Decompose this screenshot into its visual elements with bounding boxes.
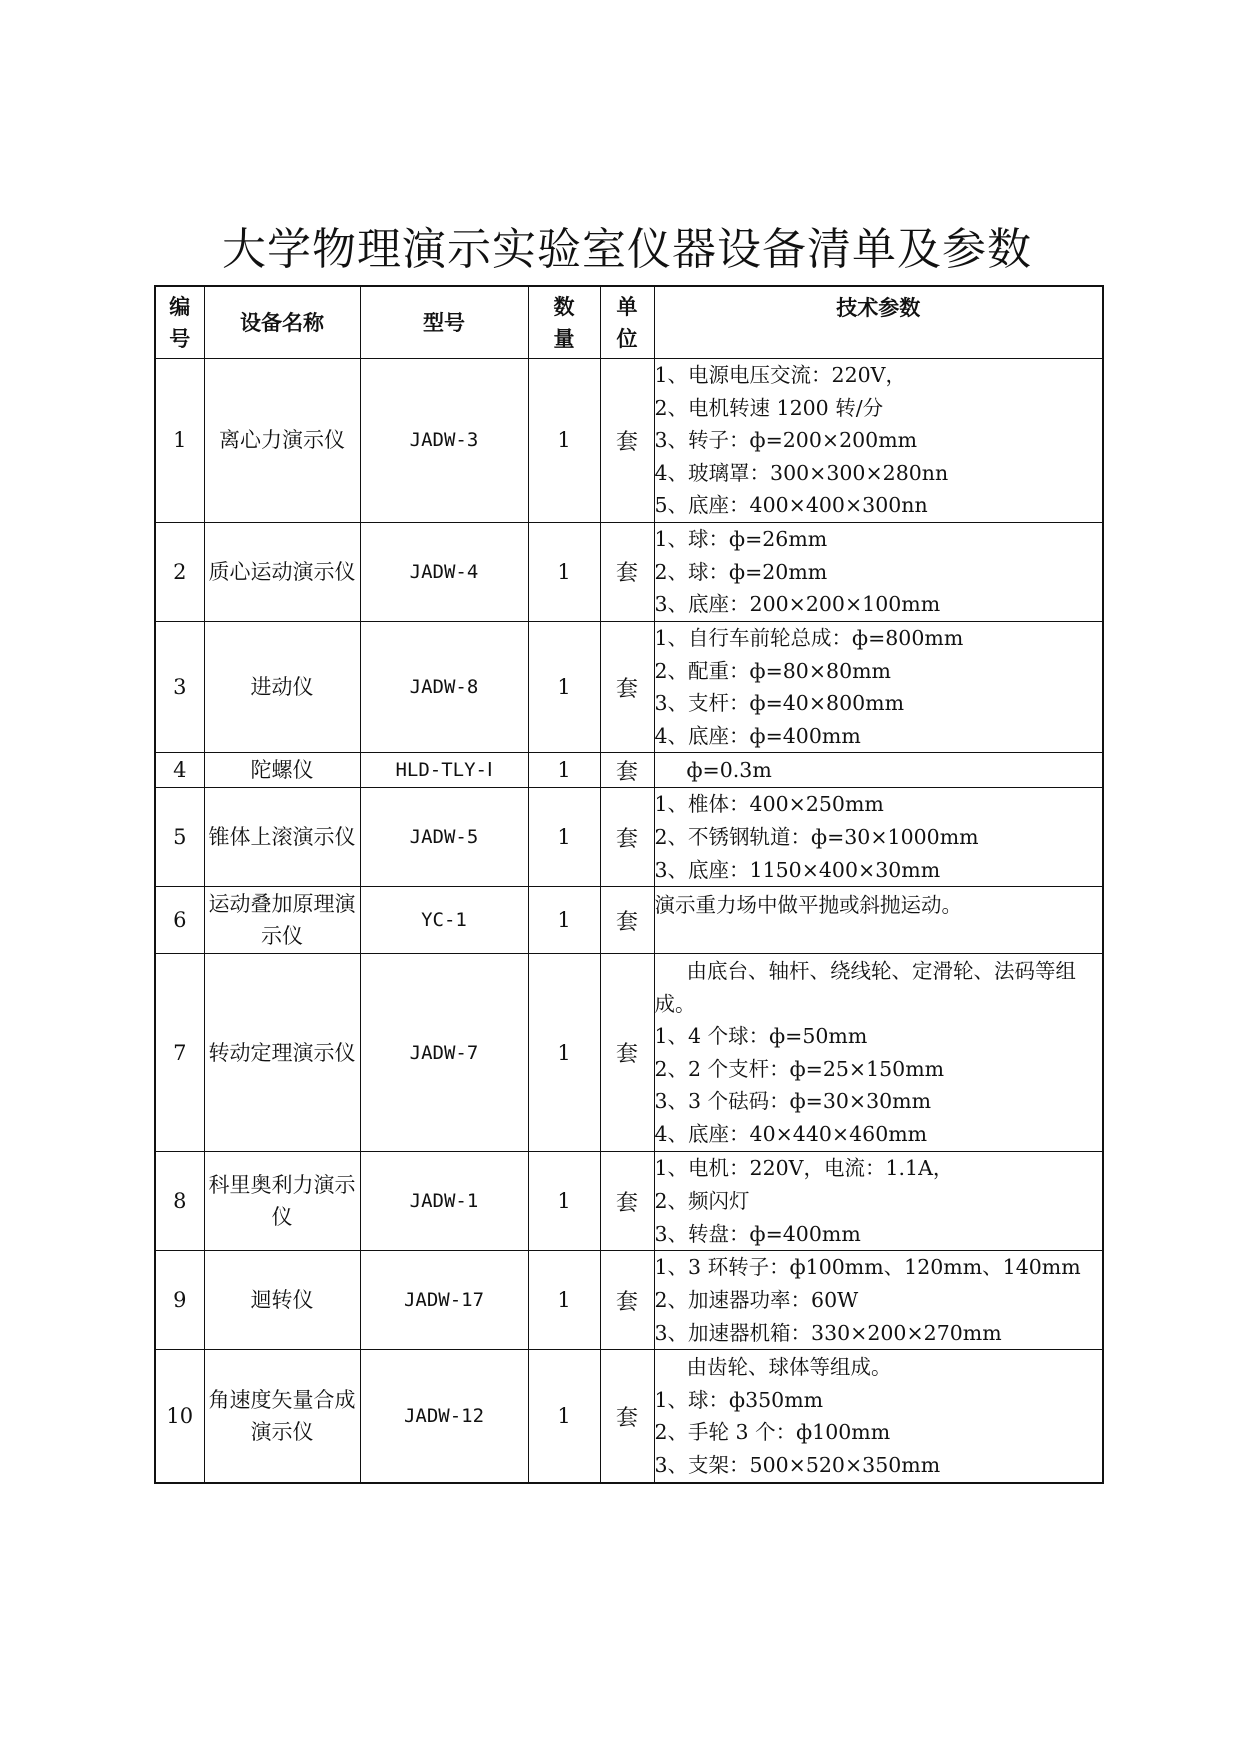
tech-params xyxy=(654,954,1103,1152)
param-line: 2、手轮 3 个：ф100mm xyxy=(654,1420,891,1445)
header-unit-line: 单 xyxy=(616,294,638,319)
param-line: 1、椎体：400×250mm xyxy=(654,792,884,817)
tech-params xyxy=(654,522,1103,621)
param-line: 2、配重：ф=80×80mm xyxy=(654,658,891,683)
tech-params xyxy=(654,1251,1103,1350)
table-row xyxy=(155,1251,1103,1350)
header-qty xyxy=(528,286,600,359)
param-line: 4、玻璃罩：300×300×280nn xyxy=(654,460,949,485)
row-number: 5 xyxy=(155,788,204,887)
param-line: 由底台、轴杆、绕线轮、定滑轮、法码等组成。 xyxy=(654,959,1076,1016)
equipment-name: 陀螺仪 xyxy=(204,753,360,788)
header-unit-line: 位 xyxy=(616,326,638,351)
param-line: 1、3 环转子：ф100mm、120mm、140mm xyxy=(654,1255,1081,1280)
unit: 套 xyxy=(600,954,654,1152)
param-line: 3、加速器机箱：330×200×270mm xyxy=(654,1320,1002,1345)
param-line: 3、转盘：ф=400mm xyxy=(654,1221,861,1246)
row-number: 1 xyxy=(155,359,204,523)
table-row xyxy=(155,887,1103,954)
param-line: 1、球：ф=26mm xyxy=(654,527,828,552)
unit: 套 xyxy=(600,887,654,954)
param-line: 2、球：ф=20mm xyxy=(654,559,828,584)
equipment-name: 锥体上滚演示仪 xyxy=(204,788,360,887)
row-number: 4 xyxy=(155,753,204,788)
model-number: JADW-5 xyxy=(360,788,528,887)
param-line: 1、球：ф350mm xyxy=(654,1387,824,1412)
model-number: JADW-7 xyxy=(360,954,528,1152)
table-row xyxy=(155,522,1103,621)
param-line: 4、底座：40×440×460mm xyxy=(654,1122,928,1147)
param-line: 2、频闪灯 xyxy=(654,1189,750,1214)
table-row xyxy=(155,788,1103,887)
param-line: 3、支架：500×520×350mm xyxy=(654,1452,941,1477)
unit: 套 xyxy=(600,359,654,523)
header-qty-line: 数 xyxy=(553,294,575,319)
header-no-line: 编 xyxy=(169,294,191,319)
param-line: ф=0.3m xyxy=(686,758,772,783)
quantity: 1 xyxy=(528,359,600,523)
tech-params xyxy=(654,753,1103,788)
unit: 套 xyxy=(600,1251,654,1350)
param-line: 3、底座：1150×400×30mm xyxy=(654,857,941,882)
quantity: 1 xyxy=(528,1350,600,1483)
unit: 套 xyxy=(600,621,654,752)
row-number: 9 xyxy=(155,1251,204,1350)
equipment-name: 质心运动演示仪 xyxy=(204,522,360,621)
table-row xyxy=(155,621,1103,752)
param-line: 由齿轮、球体等组成。 xyxy=(686,1354,892,1379)
quantity: 1 xyxy=(528,954,600,1152)
table-row xyxy=(155,954,1103,1152)
param-line: 3、底座：200×200×100mm xyxy=(654,592,941,617)
quantity: 1 xyxy=(528,522,600,621)
param-line: 3、转子：ф=200×200mm xyxy=(654,428,918,453)
quantity: 1 xyxy=(528,887,600,954)
model-number: JADW-8 xyxy=(360,621,528,752)
quantity: 1 xyxy=(528,1152,600,1251)
unit: 套 xyxy=(600,753,654,788)
header-params: 技术参数 xyxy=(654,286,1103,359)
unit: 套 xyxy=(600,1350,654,1483)
equipment-name: 科里奥利力演示仪 xyxy=(204,1152,360,1251)
header-no-line: 号 xyxy=(169,326,191,351)
equipment-name: 转动定理演示仪 xyxy=(204,954,360,1152)
header-qty-line: 量 xyxy=(553,326,575,351)
quantity: 1 xyxy=(528,788,600,887)
quantity: 1 xyxy=(528,1251,600,1350)
model-number: JADW-17 xyxy=(360,1251,528,1350)
header-model: 型号 xyxy=(360,286,528,359)
row-number: 3 xyxy=(155,621,204,752)
row-number: 7 xyxy=(155,954,204,1152)
param-line: 1、4 个球：ф=50mm xyxy=(654,1024,868,1049)
model-number: JADW-12 xyxy=(360,1350,528,1483)
unit: 套 xyxy=(600,522,654,621)
unit: 套 xyxy=(600,788,654,887)
model-number: JADW-4 xyxy=(360,522,528,621)
table-row xyxy=(155,1350,1103,1483)
tech-params xyxy=(654,621,1103,752)
unit: 套 xyxy=(600,1152,654,1251)
equipment-name: 运动叠加原理演示仪 xyxy=(204,887,360,954)
header-unit xyxy=(600,286,654,359)
param-line: 3、支杆：ф=40×800mm xyxy=(654,691,905,716)
row-number: 6 xyxy=(155,887,204,954)
model-number: HLD-TLY-Ⅰ xyxy=(360,753,528,788)
table-row xyxy=(155,1152,1103,1251)
param-line: 2、加速器功率：60W xyxy=(654,1288,859,1313)
header-name: 设备名称 xyxy=(204,286,360,359)
equipment-table xyxy=(154,285,1104,1484)
param-line: 1、自行车前轮总成：ф=800mm xyxy=(654,625,964,650)
equipment-name: 进动仪 xyxy=(204,621,360,752)
table-header xyxy=(155,286,1103,359)
document-title: 大学物理演示实验室仪器设备清单及参数 xyxy=(222,224,1032,275)
param-line: 3、3 个砝码：ф=30×30mm xyxy=(654,1089,932,1114)
quantity: 1 xyxy=(528,621,600,752)
tech-params xyxy=(654,788,1103,887)
equipment-name: 迴转仪 xyxy=(204,1251,360,1350)
tech-params xyxy=(654,1152,1103,1251)
header-no xyxy=(155,286,204,359)
param-line: 1、电机：220V，电流：1.1A， xyxy=(654,1156,954,1181)
model-number: YC-1 xyxy=(360,887,528,954)
param-line: 2、不锈钢轨道：ф=30×1000mm xyxy=(654,825,979,850)
param-line: 2、电机转速 1200 转/分 xyxy=(654,395,884,420)
equipment-name: 离心力演示仪 xyxy=(204,359,360,523)
header-row xyxy=(155,286,1103,359)
param-line: 2、2 个支杆：ф=25×150mm xyxy=(654,1056,945,1081)
param-line: 5、底座：400×400×300nn xyxy=(654,493,928,518)
model-number: JADW-3 xyxy=(360,359,528,523)
param-line: 演示重力场中做平抛或斜抛运动。 xyxy=(654,893,962,918)
tech-params xyxy=(654,1350,1103,1483)
row-number: 8 xyxy=(155,1152,204,1251)
table-body xyxy=(155,359,1103,1483)
table-row xyxy=(155,753,1103,788)
table-row xyxy=(155,359,1103,523)
model-number: JADW-1 xyxy=(360,1152,528,1251)
tech-params xyxy=(654,887,1103,954)
row-number: 10 xyxy=(155,1350,204,1483)
equipment-name: 角速度矢量合成演示仪 xyxy=(204,1350,360,1483)
quantity: 1 xyxy=(528,753,600,788)
row-number: 2 xyxy=(155,522,204,621)
tech-params xyxy=(654,359,1103,523)
param-line: 4、底座：ф=400mm xyxy=(654,723,861,748)
param-line: 1、电源电压交流：220V， xyxy=(654,363,906,387)
